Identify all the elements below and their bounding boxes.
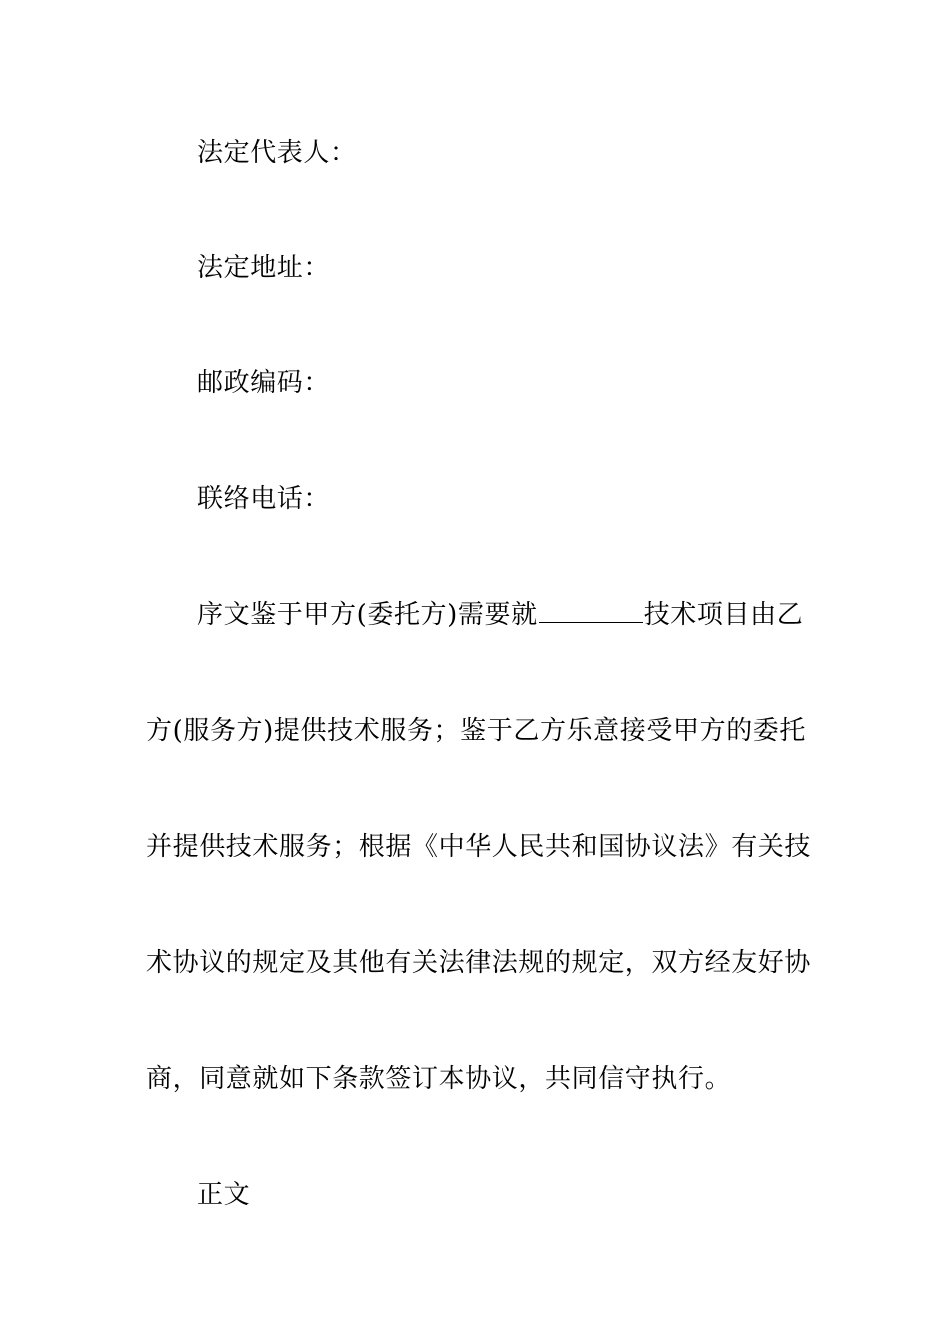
preamble-line-1-start: 序文鉴于甲方(委托方)需要就 <box>197 600 538 630</box>
project-name-blank <box>539 598 643 623</box>
body-heading: 正文 <box>197 1180 251 1210</box>
preamble-line-2: 方(服务方)提供技术服务；鉴于乙方乐意接受甲方的委托 <box>146 716 806 746</box>
preamble-line-1 <box>197 598 817 632</box>
postal-code-label: 邮政编码： <box>197 368 331 398</box>
preamble-line-1-end: 技术项目由乙 <box>643 600 804 630</box>
legal-address-label: 法定地址： <box>197 253 331 283</box>
preamble-line-4: 术协议的规定及其他有关法律法规的规定，双方经友好协 <box>146 948 812 978</box>
phone-label: 联络电话： <box>197 484 331 514</box>
preamble-line-3: 并提供技术服务；根据《中华人民共和国协议法》有关技 <box>146 832 812 862</box>
preamble-line-5: 商，同意就如下条款签订本协议，共同信守执行。 <box>146 1064 732 1094</box>
legal-representative-label: 法定代表人： <box>197 138 357 168</box>
